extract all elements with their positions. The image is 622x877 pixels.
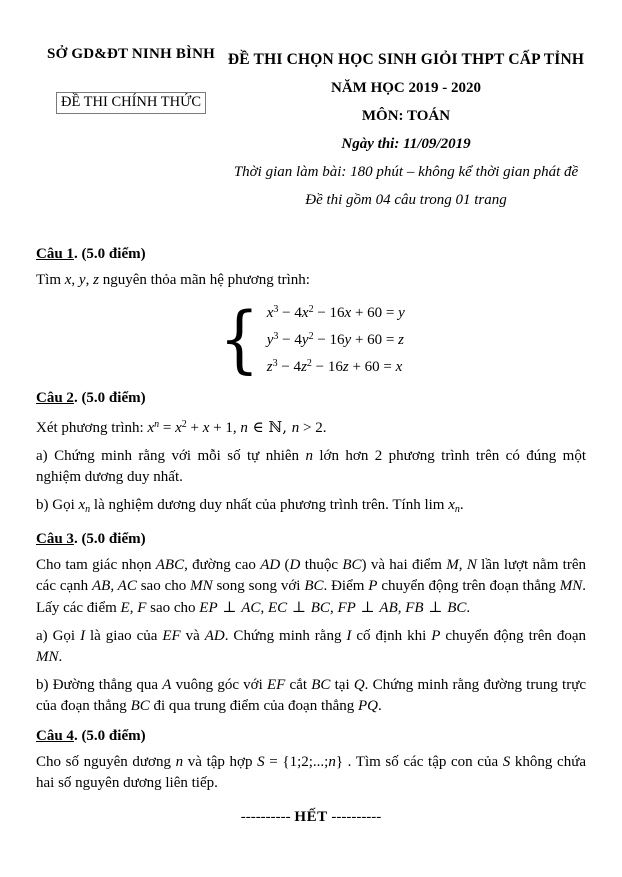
official-exam-label: ĐỀ THI CHÍNH THỨC [60, 94, 201, 110]
duration-note: Thời gian làm bài: 180 phút – không kể thời gian phát đề [233, 164, 579, 180]
question-3-heading: Câu 3. (5.0 điểm) [36, 531, 146, 547]
end-label: HẾT [294, 809, 328, 825]
exam-date: Ngày thi: 11/09/2019 [341, 136, 471, 152]
question-3-statement: Cho tam giác nhọn ABC, đường cao AD (D thuộc BC) và hai điểm M, N lần lượt nằm trên các cạnh AB, AC sao cho MN song song với BC. Điểm P chuyển động trên đoạn thẳng MN. Lấy các điểm E, F sao cho EP ⊥ AC, EC ⊥ BC, FP ⊥ AB, FB ⊥ BC. [36, 557, 587, 616]
official-exam-box [56, 92, 206, 114]
department-name: SỞ GD&ĐT NINH BÌNH [47, 46, 215, 62]
exam-header [36, 46, 586, 214]
equation-line-2: $y^3 - 4y^2 - 16y + 60 = z$ [266, 331, 404, 348]
question-1 [36, 246, 586, 382]
question-2-part-b: b) Gọi $x_n$ là nghiệm dương duy nhất của phương trình trên. Tính $\lim x_n$. [36, 497, 464, 515]
equation-line-1: $x^3 - 4x^2 - 16x + 60 = y$ [266, 304, 405, 321]
question-1-intro: Tìm x, y, z nguyên thỏa mãn hệ phương trình: [36, 272, 310, 288]
questions-area [36, 246, 586, 826]
question-4-statement: Cho số nguyên dương n và tập hợp S = {1;2;...;n} . Tìm số các tập con của S không chứa hai số nguyên dương liên tiếp. [36, 754, 586, 791]
question-4 [36, 728, 586, 794]
header-right [226, 46, 586, 214]
question-3-part-b: b) Đường thẳng qua A vuông góc với EF cắt BC tại Q. Chứng minh rằng đường trung trực của đoạn thẳng BC đi qua trung điểm của đoạn thẳng PQ. [36, 677, 586, 714]
header-left [36, 46, 226, 214]
equation-lines [267, 298, 405, 379]
equation-line-3: $z^3 - 4z^2 - 16z + 60 = x$ [266, 358, 403, 375]
question-3 [36, 531, 586, 717]
question-2 [36, 390, 586, 520]
end-line [36, 809, 586, 826]
question-1-heading: Câu 1. (5.0 điểm) [36, 246, 146, 262]
left-brace: { [219, 295, 260, 382]
question-2-statement: Xét phương trình: $x^n = x^2 + x + 1$, n ∈ ℕ, n > 2. [36, 418, 327, 436]
end-dashes-right: ---------- [331, 809, 382, 825]
question-2-part-a: a) Chứng minh rằng với mỗi số tự nhiên n lớn hơn 2 phương trình trên có đúng một nghiệm dương duy nhất. [36, 448, 586, 485]
school-year: NĂM HỌC 2019 - 2020 [331, 80, 481, 96]
equation-system [217, 295, 405, 382]
length-note: Đề thi gồm 04 câu trong 01 trang [305, 192, 507, 208]
question-3-part-a: a) Gọi I là giao của EF và AD. Chứng minh rằng I cố định khi P chuyển động trên đoạn MN. [36, 628, 587, 665]
question-4-heading: Câu 4. (5.0 điểm) [36, 728, 146, 744]
question-2-heading: Câu 2. (5.0 điểm) [36, 390, 146, 406]
end-dashes-left: ---------- [240, 809, 291, 825]
exam-title: ĐỀ THI CHỌN HỌC SINH GIỎI THPT CẤP TỈNH [227, 51, 585, 68]
subject: MÔN: TOÁN [361, 108, 451, 124]
